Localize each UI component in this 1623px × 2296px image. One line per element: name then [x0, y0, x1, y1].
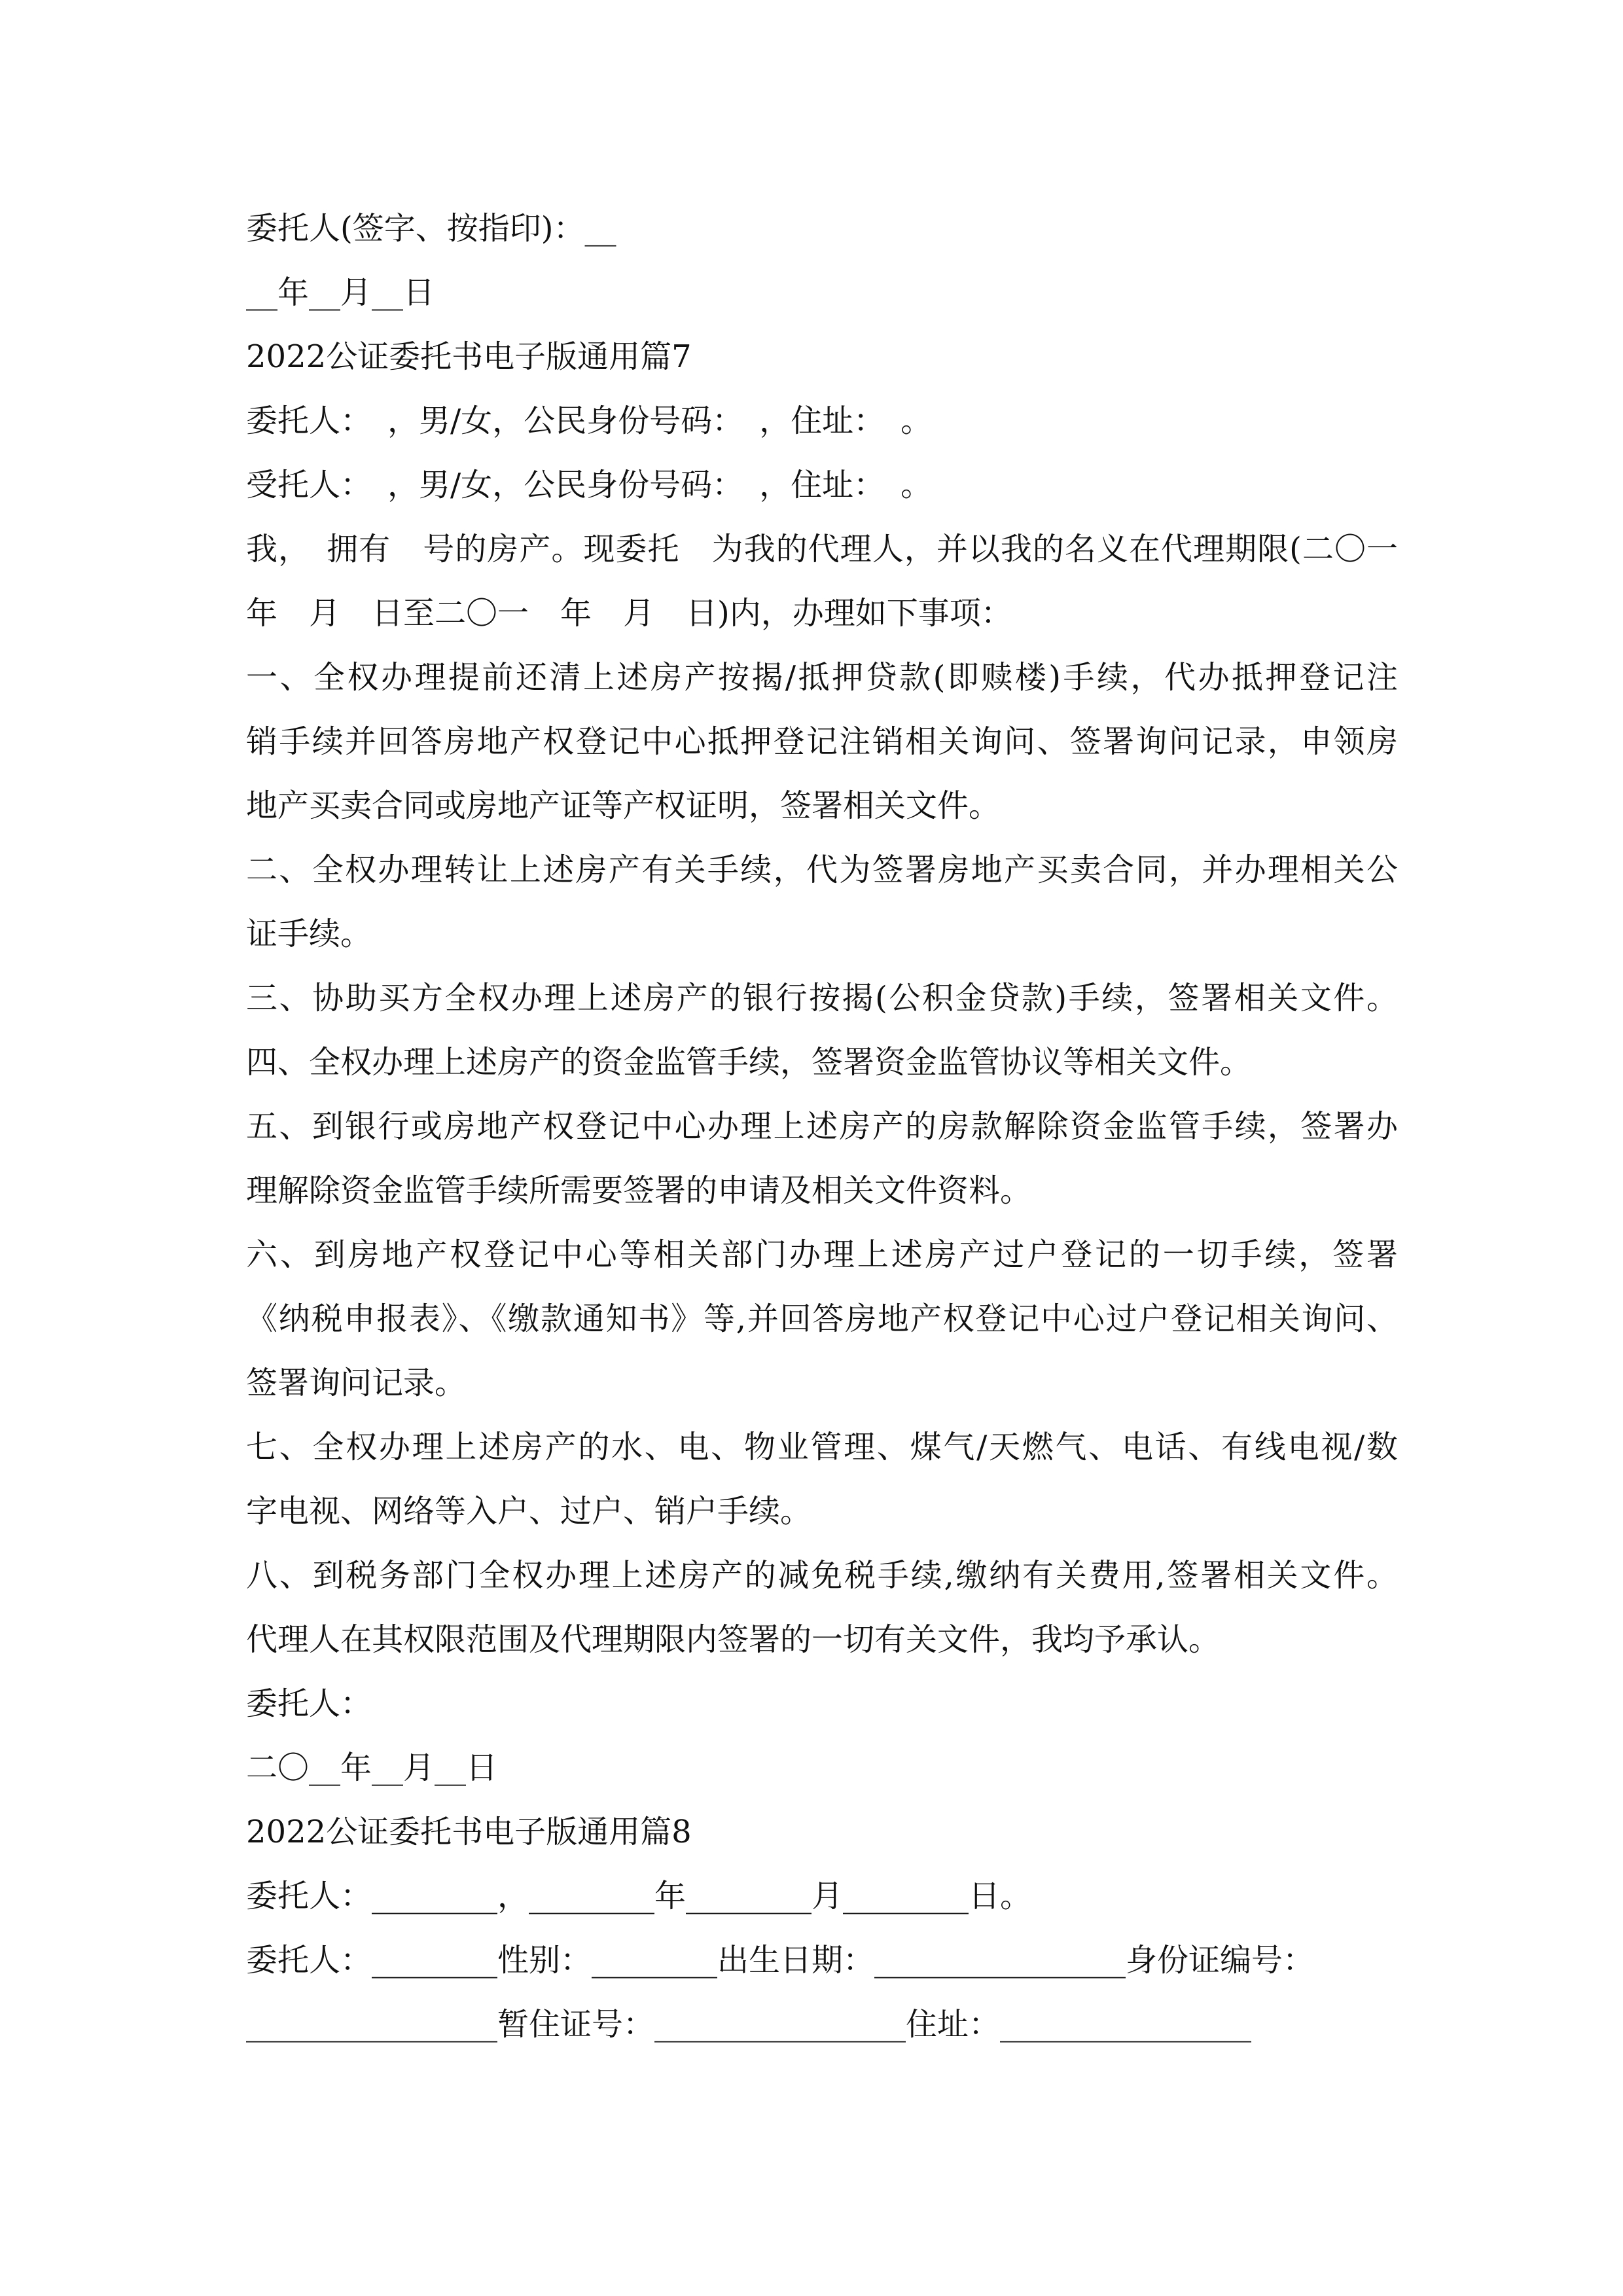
paragraph-line: 八、到税务部门全权办理上述房产的减免税手续,缴纳有关费用,签署相关文件。 [246, 1557, 1398, 1594]
form-line: 委托人：________性别：________出生日期：________________身份证编号： [246, 1942, 1315, 1979]
paragraph-line: 我， 拥有 号的房产。现委托 为我的代理人，并以我的名义在代理期限(二〇一 [246, 531, 1398, 567]
paragraph-line: 一、全权办理提前还清上述房产按揭/抵押贷款(即赎楼)手续，代办抵押登记注 [246, 659, 1398, 696]
paragraph-line: 地产买卖合同或房地产证等产权证明，签署相关文件。 [246, 787, 1001, 824]
agent-info-line: 受托人： ，男/女，公民身份号码： ，住址： 。 [246, 467, 933, 503]
principal-info-line: 委托人： ，男/女，公民身份号码： ，住址： 。 [246, 403, 933, 439]
paragraph-line: 二、全权办理转让上述房产有关手续，代为签署房地产买卖合同，并办理相关公 [246, 852, 1398, 888]
section-title-7: 2022公证委托书电子版通用篇7 [246, 338, 692, 375]
paragraph-line: 字电视、网络等入户、过户、销户手续。 [246, 1493, 812, 1530]
date-line: __年__月__日 [246, 274, 435, 311]
paragraph-line: 五、到银行或房地产权登记中心办理上述房产的房款解除资金监管手续，签署办 [246, 1108, 1398, 1145]
signature-line: 委托人(签字、按指印)：__ [246, 210, 616, 247]
paragraph-line: 《纳税申报表》、《缴款通知书》等,并回答房地产权登记中心过户登记相关询问、 [246, 1300, 1398, 1337]
paragraph-line: 三、协助买方全权办理上述房产的银行按揭(公积金贷款)手续，签署相关文件。 [246, 980, 1398, 1016]
paragraph-line: 六、到房地产权登记中心等相关部门办理上述房产过户登记的一切手续，签署 [246, 1236, 1398, 1273]
principal-signature-line: 委托人： [246, 1685, 372, 1722]
document-page [246, 196, 1398, 2056]
paragraph-line: 年 月 日至二〇一 年 月 日)内，办理如下事项： [246, 595, 1012, 632]
form-line: ________________暂住证号：________________住址：________________ [246, 2006, 1252, 2043]
section-title-8: 2022公证委托书电子版通用篇8 [246, 1814, 692, 1850]
paragraph-line: 七、全权办理上述房产的水、电、物业管理、煤气/天燃气、电话、有线电视/数 [246, 1429, 1398, 1465]
paragraph-line: 代理人在其权限范围及代理期限内签署的一切有关文件，我均予承认。 [246, 1621, 1221, 1658]
paragraph-line: 理解除资金监管手续所需要签署的申请及相关文件资料。 [246, 1172, 1032, 1209]
date-line: 二〇__年__月__日 [246, 1749, 498, 1786]
paragraph-line: 四、全权办理上述房产的资金监管手续，签署资金监管协议等相关文件。 [246, 1044, 1252, 1081]
paragraph-line: 证手续。 [246, 916, 372, 952]
paragraph-line: 签署询问记录。 [246, 1365, 467, 1401]
form-line: 委托人：________，________年________月________日。 [246, 1878, 1032, 1914]
paragraph-line: 销手续并回答房地产权登记中心抵押登记注销相关询问、签署询问记录，申领房 [246, 723, 1398, 760]
